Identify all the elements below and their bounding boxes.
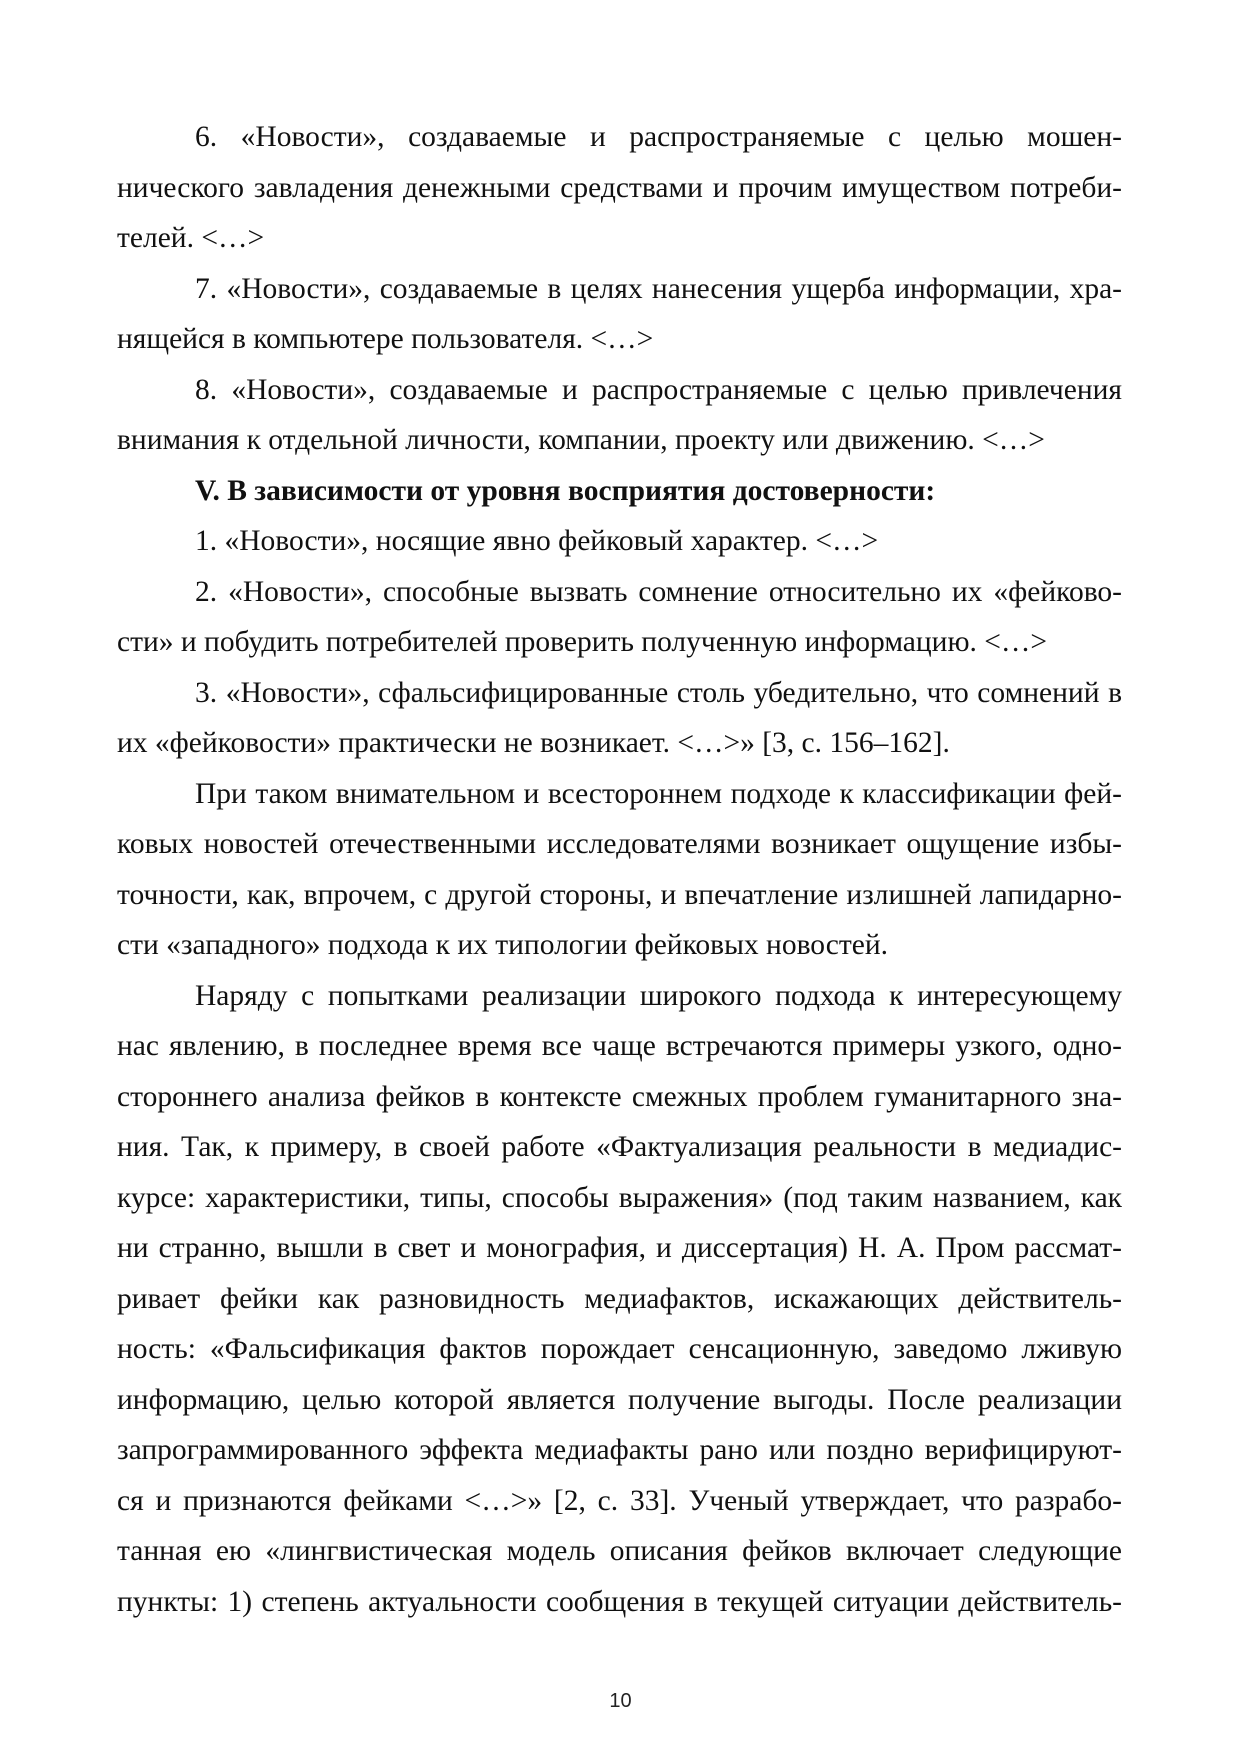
text-line: ни странно, вышли в свет и монография, и диссертация) Н. А. Пром рассмат-: [117, 1232, 1122, 1264]
text-line: ния. Так, к примеру, в своей работе «Фактуализация реальности в медиадис-: [117, 1131, 1122, 1163]
text-line: Наряду с попытками реализации широкого подхода к интересующему: [195, 979, 1122, 1012]
text-line: 3. «Новости», сфальсифицированные столь убедительно, что сомнений в: [195, 676, 1122, 709]
page-body: [117, 112, 1122, 1627]
text-line: нящейся в компьютере пользователя. <…>: [117, 323, 654, 355]
text-line: 6. «Новости», создаваемые и распространяемые с целью мошен-: [195, 121, 1122, 153]
section-heading: V. В зависимости от уровня восприятия достоверности:: [195, 474, 936, 507]
page-number: 10: [609, 1690, 632, 1712]
text-line: сти «западного» подхода к их типологии фейковых новостей.: [117, 929, 889, 961]
text-line: При таком внимательном и всестороннем подходе к классификации фей-: [195, 777, 1122, 810]
text-line: точности, как, впрочем, с другой стороны, и впечатление излишней лапидарно-: [117, 878, 1122, 911]
text-line: ность: «Фальсификация фактов порождает сенсационную, заведомо лживую: [117, 1333, 1122, 1365]
text-line: информацию, целью которой является получение выгоды. После реализации: [117, 1383, 1122, 1416]
text-line: 8. «Новости», создаваемые и распространяемые с целью привлечения: [195, 373, 1122, 406]
text-line: запрограммированного эффекта медиафакты рано или поздно верифицируют-: [117, 1434, 1122, 1466]
text-line: сти» и побудить потребителей проверить полученную информацию. <…>: [117, 626, 1048, 658]
text-line: нас явлению, в последнее время все чаще встречаются примеры узкого, одно-: [117, 1030, 1122, 1062]
text-line: 1. «Новости», носящие явно фейковый характер. <…>: [195, 525, 879, 557]
text-line: их «фейковости» практически не возникает. <…>» [3, с. 156–162].: [117, 727, 950, 759]
text-line: нического завладения денежными средствами и прочим имуществом потреби-: [117, 171, 1122, 204]
text-line: танная ею «лингвистическая модель описания фейков включает следующие: [117, 1535, 1122, 1567]
text-line: ковых новостей отечественными исследователями возникает ощущение избы-: [117, 828, 1122, 860]
text-line: курсе: характеристики, типы, способы выражения» (под таким названием, как: [117, 1181, 1122, 1214]
text-line: 2. «Новости», способные вызвать сомнение относительно их «фейково-: [195, 575, 1122, 608]
text-line: 7. «Новости», создаваемые в целях нанесения ущерба информации, хра-: [195, 272, 1122, 305]
text-line: стороннего анализа фейков в контексте смежных проблем гуманитарного зна-: [117, 1080, 1122, 1113]
text-line: ривает фейки как разновидность медиафактов, искажающих действитель-: [117, 1282, 1122, 1315]
text-line: телей. <…>: [117, 222, 265, 254]
text-line: ся и признаются фейками <…>» [2, с. 33]. Ученый утверждает, что разрабо-: [117, 1484, 1122, 1517]
text-line: внимания к отдельной личности, компании, проекту или движению. <…>: [117, 424, 1045, 456]
text-line: пункты: 1) степень актуальности сообщения в текущей ситуации действитель-: [117, 1585, 1122, 1618]
